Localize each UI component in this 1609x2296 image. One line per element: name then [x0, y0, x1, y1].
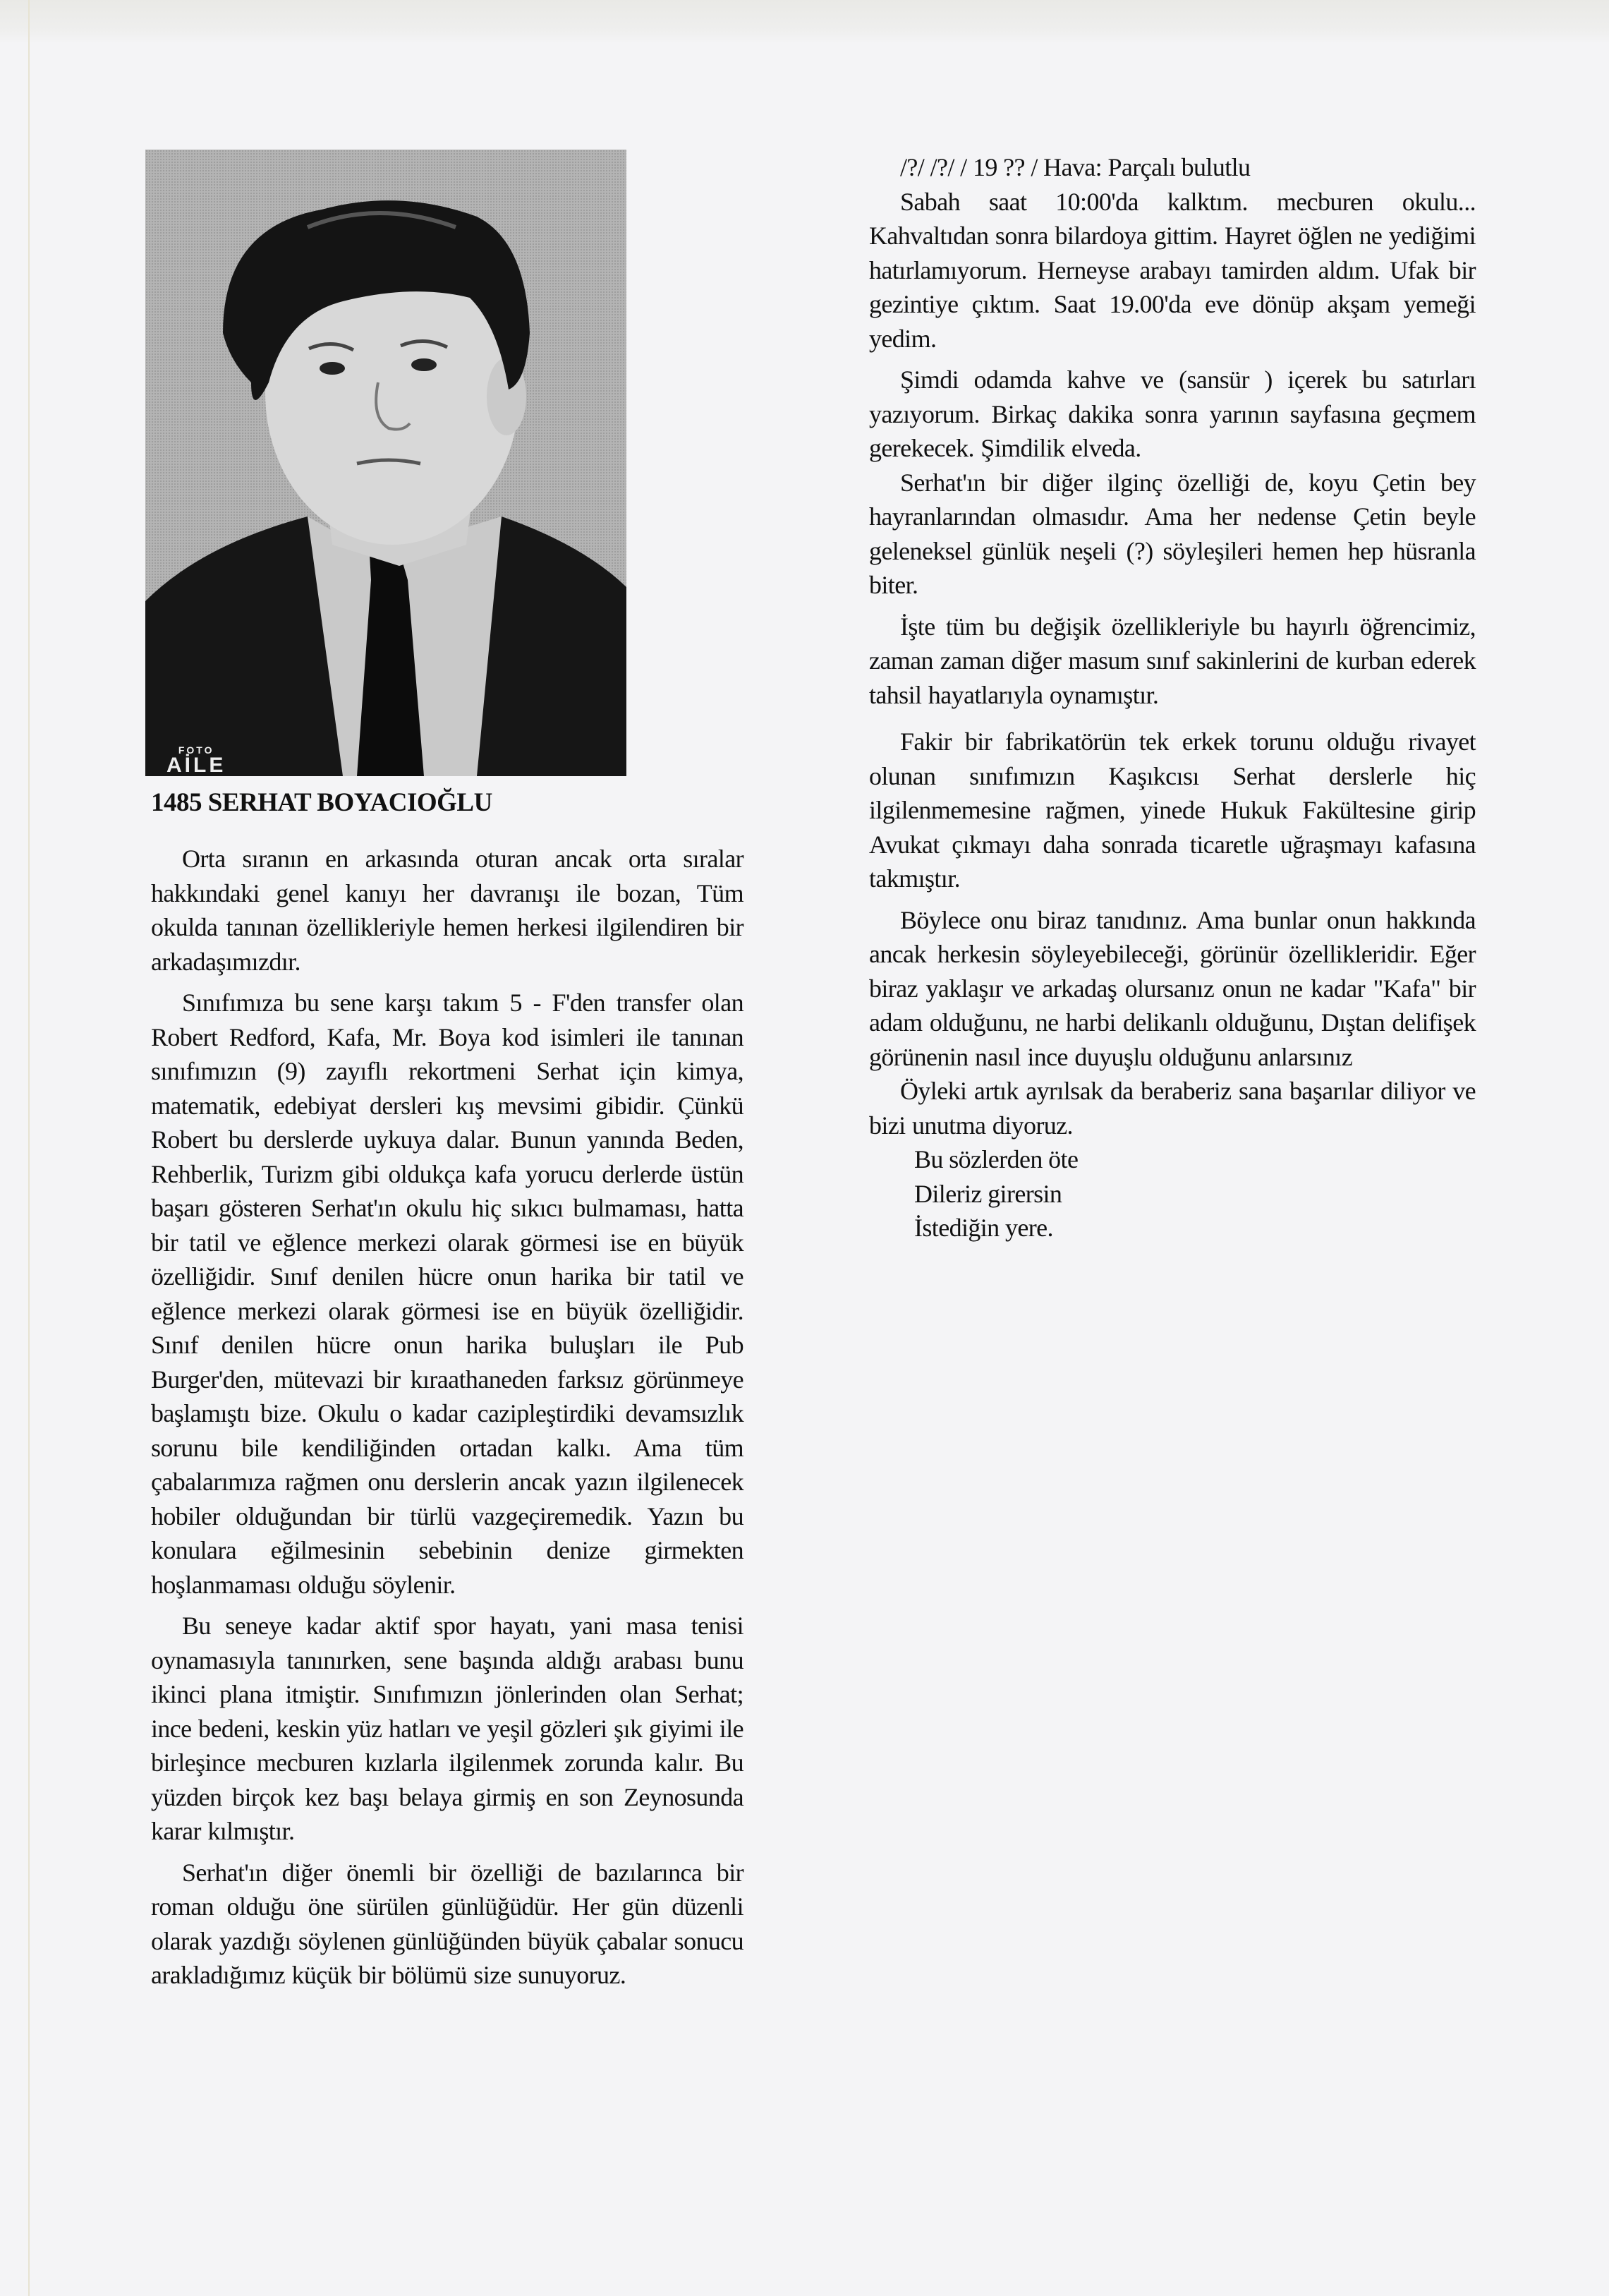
poem-line: Dileriz girersin [914, 1179, 1062, 1208]
paragraph-nicknames: Sınıfımıza bu sene karşı takım 5 - F'den transfer olan Robert Redford, Kafa, Mr. Boya kod isimleri ile tanınan sınıfımızın (9) zayıflı rekortmeni Serhat için kimya, matematik, edebiyat dersleri kış mevsimi gibidir. Çünkü Robert bu derslerde uykuya dalar. Bunun yanında Beden, Rehberlik, Turizm gibi oldukça kafa yorucu derlerde üstün başarı gösteren Serhat'ın okulu hiç sıkıcı bulmaması, hatta bir tatil ve eğlence merkezi olarak görmesi ise en büyük özelliğidir. Sınıf denilen hücre onun harika bir tatil ve eğlence merkezi olarak görmesi ise en büyük özelliğidir. Sınıf denilen hücre onun harika buluşları ile Pub Burger'den, mütevazi bir kıraathaneden farksız görünmeye başlamıştı bize. Okulu o kadar cazipleştirdiki devamsızlık sorunu bile kendiliğinden ortadan kalkı. Ama tüm çabalarımıza rağmen onu derslerin ancak yazın ilgilenecek hobiler olduğundan bir türlü vazgeçiremedik. Yazın bu konulara eğilmesinin sebebinin denize girmekten hoşlanmaması olduğu söylenir. [151, 989, 743, 1599]
paragraph-cetin-bey: Serhat'ın bir diğer ilginç özelliği de, koyu Çetin bey hayranlarından olmasıdır. Ama her nedense Çetin beyle geleneksel günlük neşeli (?) söyleşileri hemen hep hüsranla biter. [869, 468, 1476, 599]
diary-date-header: /?/ /?/ / 19 ?? / Hava: Parçalı bulutlu [900, 153, 1251, 181]
diary-entry-morning: Sabah saat 10:00'da kalktım. mecburen okulu... Kahvaltıdan sonra bilardoya gittim. Hayret öğlen ne yediğimi hatırlamıyorum. Herneyse arabayı tamirden aldım. Ufak bir gezintiye çıktım. Saat 19.00'da eve dönüp akşam yemeği yedim. [869, 187, 1476, 353]
portrait-illustration [145, 150, 626, 776]
left-column [151, 785, 743, 1993]
paragraph-farewell: Öyleki artık ayrılsak da beraberiz sana başarılar diliyor ve bizi unutma diyoruz. [869, 1077, 1476, 1140]
right-column [869, 150, 1476, 1245]
scan-top-shadow [0, 0, 1609, 44]
student-portrait-photo [145, 150, 626, 776]
stamp-small-text: FOTO [178, 744, 214, 756]
student-heading: 1485 SERHAT BOYACIOĞLU [151, 788, 492, 817]
paragraph-fabrikator: Fakir bir fabrikatörün tek erkek torunu olduğu rivayet olunan sınıfımızın Kaşıkcısı Serhat derslerle hiç ilgilenmemesine rağmen, yinede Hukuk Fakültesine girip Avukat çıkmayı daha sonrada ticaretle uğraşmayı kafasına takmıştır. [869, 727, 1476, 893]
paragraph-hayirli-ogrenci: İşte tüm bu değişik özellikleriyle bu hayırlı öğrencimiz, zaman zaman diğer masum sınıf sakinlerini de kurban ederek tahsil hayatlarıyla oynamıştır. [869, 612, 1476, 709]
photo-studio-stamp [166, 745, 226, 776]
paragraph-tanidiniz: Böylece onu biraz tanıdınız. Ama bunlar onun hakkında ancak herkesin söyleyebileceği, görünür özellikleridir. Eğer biraz yaklaşır ve arkadaş olursanız onun ne kadar "Kafa" bir adam olduğunu, ne harbi delikanlı olduğunu, Dıştan delifişek görünenin nasıl ince duyuşlu olduğunu anlarsınız [869, 905, 1476, 1071]
stamp-large-text: AİLE [166, 754, 226, 776]
paragraph-diary-intro: Serhat'ın diğer önemli bir özelliği de bazılarınca bir roman olduğu öne sürülen günlüğüdür. Her gün düzenli olarak yazdığı söylenen günlüğünden büyük çabalar sonucu arakladığımız küçük bir bölümü size sunuyoruz. [151, 1858, 743, 1989]
page-binding-edge [28, 0, 30, 2296]
paragraph-sports: Bu seneye kadar aktif spor hayatı, yani masa tenisi oynamasıyla tanınırken, sene başında aldığı arabası bunu ikinci plana itmiştir. Sınıfımızın jönlerinden olan Serhat; ince bedeni, keskin yüz hatları ve yeşil gözleri şık giyimi ile birleşince mecburen kızlarla ilgilenmek zorunda kalır. Bu yüzden birçok kez başı belaya girmiş en son Zeynosunda karar kılmıştır. [151, 1612, 743, 1845]
poem-line: Bu sözlerden öte [914, 1145, 1079, 1173]
paragraph-intro: Orta sıranın en arkasında oturan ancak orta sıralar hakkındaki genel kanıyı her davranışı ile bozan, Tüm okulda tanınan özellikleriyle hemen herkesi ilgilendiren bir arkadaşımızdır. [151, 845, 743, 976]
poem-line: İstediğin yere. [914, 1214, 1053, 1242]
diary-entry-evening: Şimdi odamda kahve ve (sansür ) içerek bu satırları yazıyorum. Birkaç dakika sonra yarının sayfasına geçmem gerekecek. Şimdilik elveda. [869, 365, 1476, 462]
farewell-poem [869, 1142, 1476, 1245]
